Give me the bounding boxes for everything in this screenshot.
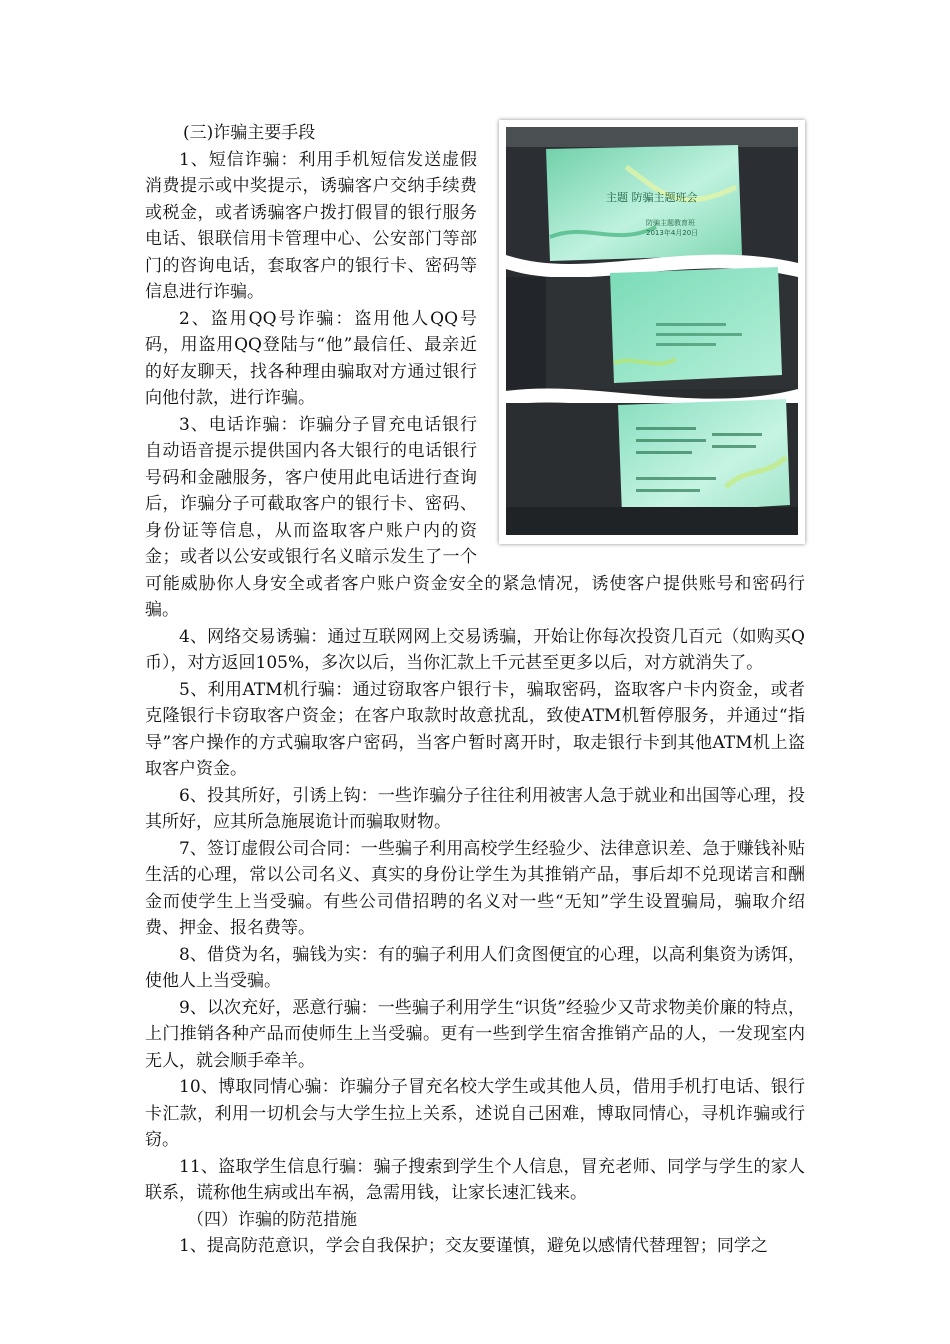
body-text <box>145 120 805 1260</box>
paragraph-7: 7、签订虚假公司合同：一些骗子利用高校学生经验少、法律意识差、急于赚钱补贴生活的心理，常以公司名义、真实的身份让学生为其推销产品，事后却不兑现诺言和酬金而使学生上当受骗。有些公司借招聘的名义对一些“无知”学生设置骗局，骗取介绍费、押金、报名费等。 <box>145 838 805 938</box>
paragraph-5: 5、利用ATM机行骗：通过窃取客户银行卡，骗取密码，盗取客户卡内资金，或者克隆银行卡窃取客户资金；在客户取款时故意扰乱，致使ATM机暂停服务，并通过“指导”客户操作的方式骗取客户密码，当客户暂时离开时，取走银行卡到其他ATM机上盗取客户资金。 <box>145 679 805 779</box>
collage-photo <box>499 120 805 544</box>
section-4-heading: （四）诈骗的防范措施 <box>187 1209 357 1230</box>
slide-title: 主题 防骗主题班会 <box>606 191 698 204</box>
paragraph-8: 8、借贷为名，骗钱为实：有的骗子利用人们贪图便宜的心理，以高利集资为诱饵，使他人上当受骗。 <box>145 944 805 991</box>
paragraph-3: 3、电话诈骗：诈骗分子冒充电话银行自动语音提示提供国内各大银行的电话银行号码和金融服务，客户使用此电话进行查询后，诈骗分子可截取客户的银行卡、密码、身份证等信息，从而盗取客户账户内的资金；或者以公安或银行名义暗示发生了一个可能威胁你人身安全或者客户账户资金安全的紧急情况，诱使客户提供账号和密码行骗。 <box>145 414 805 620</box>
panel-3-screen <box>618 399 790 515</box>
photo-frame <box>506 127 798 535</box>
paragraph-9: 9、以次充好，恶意行骗：一些骗子利用学生“识货”经验少又苛求物美价廉的特点，上门推销各种产品而使师生上当受骗。更有一些到学生宿舍推销产品的人，一发现室内无人，就会顺手牵羊。 <box>145 997 805 1071</box>
paragraph-11: 11、盗取学生信息行骗：骗子搜索到学生个人信息，冒充老师、同学与学生的家人联系，谎称他生病或出车祸，急需用钱，让家长速汇钱来。 <box>145 1156 805 1203</box>
paragraph-10: 10、博取同情心骗：诈骗分子冒充名校大学生或其他人员，借用手机打电话、银行卡汇款，利用一切机会与大学生拉上关系，述说自己困难，博取同情心，寻机诈骗或行窃。 <box>145 1077 805 1150</box>
paragraph-1: 1、短信诈骗：利用手机短信发送虚假消费提示或中奖提示，诱骗客户交纳手续费或税金，或者诱骗客户拨打假冒的银行服务电话、银联信用卡管理中心、公安部门等部门的咨询电话，套取客户的银行卡、密码等信息进行诈骗。 <box>145 149 477 302</box>
slide-date: 2013年4月20日 <box>646 229 699 237</box>
paragraph-6: 6、投其所好，引诱上钩：一些诈骗分子往往利用被害人急于就业和出国等心理，投其所好，应其所急施展诡计而骗取财物。 <box>145 785 805 832</box>
section-3-heading: (三)诈骗主要手段 <box>183 123 316 143</box>
slide-subtitle: 防骗主题教育班 <box>646 219 695 227</box>
section-4-paragraph-1: 1、提高防范意识，学会自我保护；交友要谨慎，避免以感情代替理智；同学之 <box>179 1236 768 1256</box>
paragraph-4: 4、网络交易诱骗：通过互联网网上交易诱骗，开始让你每次投资几百元（如购买Q币），对方返回105%，多次以后，当你汇款上千元甚至更多以后，对方就消失了。 <box>145 626 805 673</box>
paragraph-2: 2、盗用QQ号诈骗：盗用他人QQ号码，用盗用QQ登陆与“他”最信任、最亲近的好友聊天，找各种理由骗取对方通过银行向他付款，进行诈骗。 <box>145 308 477 408</box>
projector-collage-image <box>506 127 798 535</box>
